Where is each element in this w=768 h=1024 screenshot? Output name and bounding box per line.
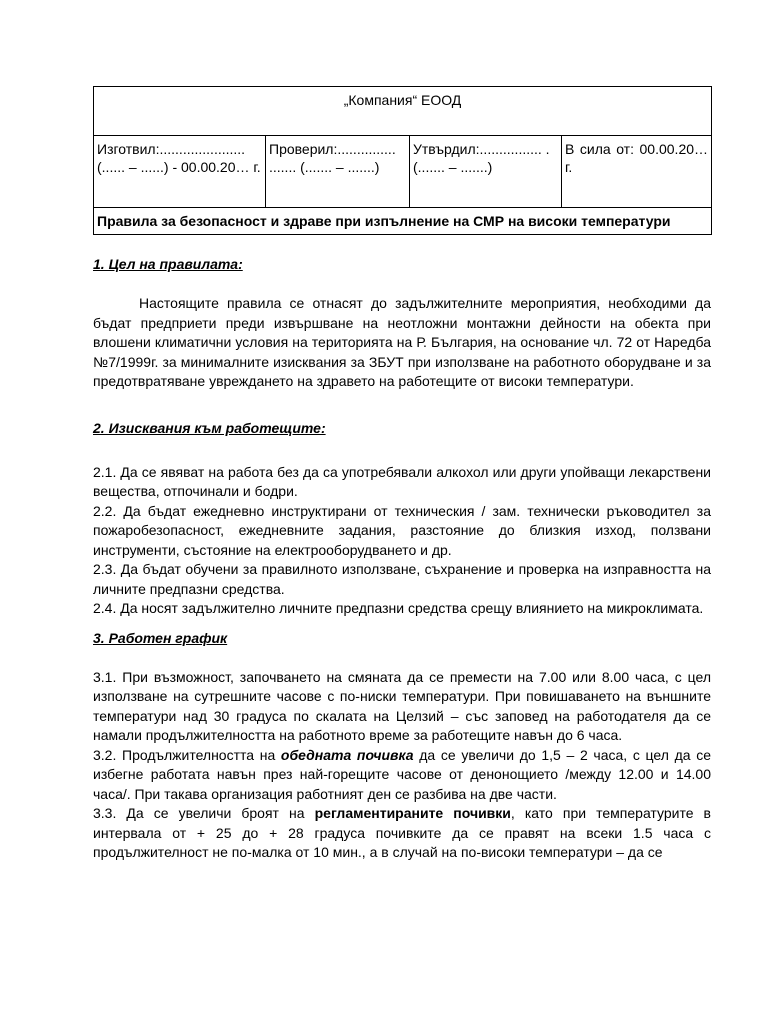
lunch-break-emphasis: обедната почивка <box>280 746 414 763</box>
requirement-2-4: 2.4. Да носят задължително личните предпазни средства срещу влиянието на микроклимата. <box>93 600 704 616</box>
schedule-3-3 <box>93 804 711 863</box>
in-force-cell: В сила от: 00.00.20… г. <box>562 136 712 208</box>
prepared-by-cell: Изготвил:...................... (...... – ......) - 00.00.20… г. <box>94 136 266 208</box>
approved-by-cell: Утвърдил:................ . (....... – .......) <box>410 136 562 208</box>
checked-by-cell: Проверил:............... ....... (....... – .......) <box>266 136 410 208</box>
schedule-3-1: 3.1. При възможност, започването на смяната да се премести на 7.00 или 8.00 часа, с цел използване на сутрешните часове с по-ниски температури. При повишаването на външните температури над 30 градуса по скалата на Целзий – със заповед на работодателя да се намали продължителността на работното време за работещите навън до 6 часа. <box>93 668 711 743</box>
requirement-2-1: 2.1. Да се явяват на работа без да са употребявали алкохол или други упойващи лекарствени вещества, отпочинали и бодри. <box>93 463 711 499</box>
section-1-text: Настоящите правила се отнасят до задължителните мероприятия, необходими да бъдат предприети преди извършване на неотложни монтажни дейности на обекта при влошени климатични условия на територията на Р. България, на основание чл. 72 от Наредба №7/1999г. за минималните изисквания за ЗБУТ при използване на работното оборудване и за предотвратяване увреждането на здравето на работещите от високи температури. <box>93 295 711 389</box>
schedule-3-2-rest: да се увеличи до 1,5 – 2 часа, с цел да се избегне работата навън през най-горещите часове от денонощието /между 12.00 и 14.00 часа/. При такава организация работният ден се разбива на две части. <box>93 746 711 802</box>
header-table <box>93 86 712 235</box>
company-name: „Компания“ ЕООД <box>94 87 712 136</box>
section-3-heading: 3. Работен график <box>93 629 228 646</box>
document-title: Правила за безопасност и здраве при изпълнение на СМР на високи температури <box>94 208 712 235</box>
requirement-2-2: 2.2. Да бъдат ежедневно инструктирани от техническия / зам. технически ръководител за пожаробезопасност, ежедневните задания, разстояние до близкия изход, ползвани инструменти, състояние на електрооборудването и др. <box>93 502 711 558</box>
schedule-3-3-start: 3.3. Да се увеличи броят на <box>93 805 315 821</box>
schedule-3-2 <box>93 746 711 805</box>
regulated-breaks-emphasis: регламентираните почивки <box>314 805 511 821</box>
section-2-heading: 2. Изисквания към работещите: <box>93 419 326 436</box>
section-1-heading: 1. Цел на правилата: <box>93 256 243 272</box>
document-page <box>93 86 711 863</box>
schedule-3-3-rest: , като при температурите в интервала от + 25 до + 28 градуса почивките да се правят на всеки 1.5 часа с продължителност не по-малка от 10 мин., а в случай на по-високи температури – да се <box>93 805 711 860</box>
schedule-3-2-start: 3.2. Продължителността на <box>93 746 281 763</box>
requirement-2-3: 2.3. Да бъдат обучени за правилното използване, съхранение и проверка на изправността на личните предпазни средства. <box>93 561 711 597</box>
